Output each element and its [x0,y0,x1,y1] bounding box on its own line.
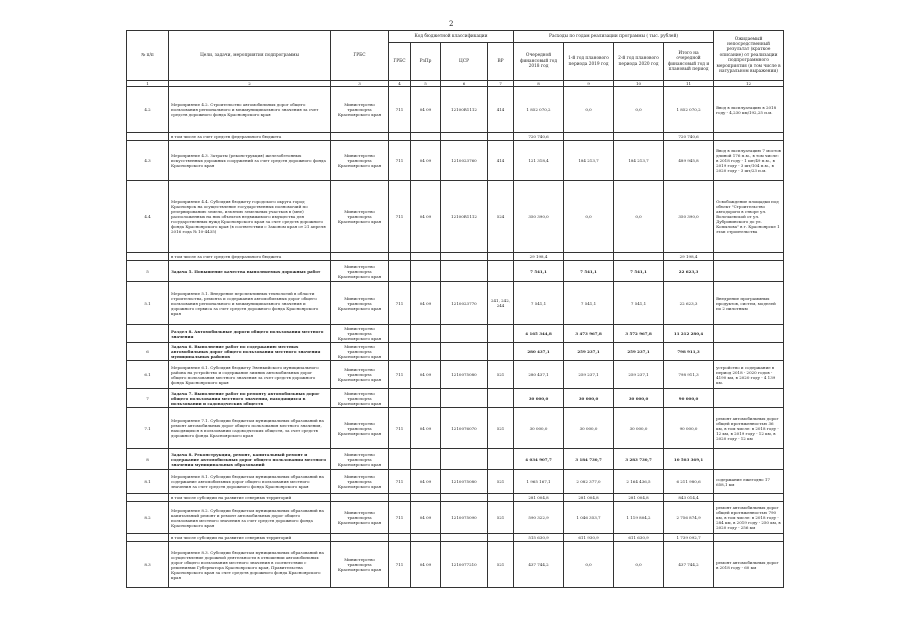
code-rzpr [411,534,441,542]
code-rzpr: 04 09 [411,141,441,181]
value-2018: 515 630,9 [514,534,564,542]
header-year-2019: 1-й год планового периода 2019 год [564,43,614,81]
header-codes-group: Код бюджетной классификации [389,31,514,43]
code-grbs [389,325,411,343]
row-number: 8.1 [127,470,169,494]
code-csr: 12100R1112 [441,87,488,133]
header-code-csr: ЦСР [441,43,488,81]
row-grbs: Министерство транспорта Красноярского края [331,449,389,470]
row-result [714,389,784,408]
table-row [127,470,784,494]
table-row [127,325,784,343]
code-grbs: 711 [389,361,411,389]
code-csr [441,343,488,361]
col-number: 7 [488,81,514,87]
value-2018: 437 744,2 [514,542,564,588]
value-2018: 4 165 344,8 [514,325,564,343]
code-rzpr [411,133,441,141]
code-vr [488,133,514,141]
row-result [714,133,784,141]
value-total: 2 756 874,9 [664,502,714,534]
code-vr: 521 [488,502,514,534]
col-number: 4 [389,81,411,87]
code-csr: 1210075080 [441,361,488,389]
header-expenses-group: Расходы по годам реализации программы ( тыс. рублей) [514,31,714,43]
code-grbs: 711 [389,408,411,449]
row-result: ремонт автомобильных дорог общей протяженностью 36 км, в том числе: в 2018 году - 12 км, в 2019 году - 12 км, в 2020 году - 12 км [714,408,784,449]
row-number: 6.1 [127,361,169,389]
code-vr [488,534,514,542]
row-result: ремонт автомобильных дорог в 2018 году - 60 км [714,542,784,588]
value-2019: 2 082 377,0 [564,470,614,494]
row-grbs: Министерство транспорта Красноярского края [331,261,389,282]
code-grbs: 711 [389,542,411,588]
value-2020: 2 164 436,5 [614,470,664,494]
col-number: 12 [714,81,784,87]
row-result: ремонт автомобильных дорог общей протяженностью 790 км, в том числе: в 2018 году - 284 км, в 2019 году - 250 км, в 2020 году - 256 км [714,502,784,534]
row-number: 6 [127,343,169,361]
table-row [127,141,784,181]
header-year-2018: Очередной финансовый год 2018 год [514,43,564,81]
code-vr: 521 [488,361,514,389]
value-total: 720 740,6 [664,133,714,141]
value-2019 [564,133,614,141]
value-2019: 7 541,1 [564,261,614,282]
value-2020: 259 237,1 [614,361,664,389]
table-row [127,542,784,588]
row-result: содержание ежегодно 17 658,1 км [714,470,784,494]
code-grbs: 711 [389,470,411,494]
value-total: 798 911,3 [664,343,714,361]
value-2018: 590 322,9 [514,502,564,534]
table-row [127,408,784,449]
value-total: 22 623,3 [664,261,714,282]
table-subrow [127,494,784,502]
value-2020: 3 283 730,7 [614,449,664,470]
row-result: Ввод в эксплуатацию в 2018 году - 4,230 км/192,25 п.м. [714,87,784,133]
row-grbs: Министерство транспорта Красноярского края [331,181,389,253]
value-2018: 280 437,1 [514,343,564,361]
value-total: 29 198,4 [664,253,714,261]
value-2018: 281 004,8 [514,494,564,502]
value-2019: 259 237,1 [564,361,614,389]
value-2019: 0,0 [564,542,614,588]
code-csr [441,261,488,282]
table-row [127,261,784,282]
value-2019: 30 000,0 [564,389,614,408]
value-total: 10 503 369,1 [664,449,714,470]
value-2018: 280 437,1 [514,361,564,389]
row-result [714,449,784,470]
value-2019: 281 004,8 [564,494,614,502]
code-csr: 1210077210 [441,542,488,588]
row-number: 5.1 [127,282,169,325]
row-number [127,494,169,502]
code-csr: 1210023760 [441,141,488,181]
value-2018: 29 198,4 [514,253,564,261]
table-row [127,343,784,361]
row-result [714,325,784,343]
code-grbs [389,133,411,141]
row-grbs: Министерство транспорта Красноярского края [331,389,389,408]
row-number: 8.3 [127,542,169,588]
value-total: 843 014,4 [664,494,714,502]
header-code-grbs: ГРБС [389,43,411,81]
program-table [126,30,784,588]
code-csr: 12100R1112 [441,181,488,253]
value-2020: 3 572 967,8 [614,325,664,343]
row-description: Мероприятие 4.4. Субсидия бюджету городского округа город Красноярск на осуществление государственных полномочий по резервированию земель, изъятию земельных участков в (мне) расположенных на них объектов недвижимого имущества для государственных нужд Красноярского края за счет средств дорожного фонда Красноярского края (в соответствии с Законом края от 21 апреля 2016 года № 10-4435) [169,181,331,253]
value-2019: 30 000,0 [564,408,614,449]
code-rzpr: 04 09 [411,181,441,253]
code-grbs: 711 [389,87,411,133]
code-rzpr [411,325,441,343]
value-2018: 350 390,0 [514,181,564,253]
header-result: Ожидаемый непосредственный результат (краткое описание) от реализации подпрограммного мероприятия (в том числе в натуральном выражении) [714,31,784,81]
code-vr: 521 [488,408,514,449]
row-description: Мероприятие 4.3. Затраты (реконструкция) железобетонных искусственных дорожных сооружений за счет средств дорожного фонда Красноярского края [169,141,331,181]
value-2019: 0,0 [564,181,614,253]
row-grbs [331,253,389,261]
row-number: 8.2 [127,502,169,534]
value-total: 437 744,2 [664,542,714,588]
row-grbs: Министерство транспорта Красноярского края [331,141,389,181]
value-2020 [614,253,664,261]
value-2020: 7 541,1 [614,282,664,325]
code-csr [441,534,488,542]
value-2018: 720 740,6 [514,133,564,141]
header-year-2020: 2-й год планового периода 2020 год [614,43,664,81]
code-csr [441,325,488,343]
code-vr: 241, 242, 244 [488,282,514,325]
row-result: Внедрение программных продуктов, систем, моделей по 2 пилотным [714,282,784,325]
code-rzpr [411,494,441,502]
code-csr: 1210075090 [441,502,488,534]
code-csr: 1210023770 [441,282,488,325]
value-2019: 3 184 730,7 [564,449,614,470]
header-code-rzpr: РзПр [411,43,441,81]
value-2020: 7 541,1 [614,261,664,282]
value-2018: 1 852 070,2 [514,87,564,133]
code-csr [441,389,488,408]
value-2018: 4 034 907,7 [514,449,564,470]
row-number [127,325,169,343]
value-2019 [564,253,614,261]
row-number [127,253,169,261]
code-vr: 414 [488,141,514,181]
row-result [714,494,784,502]
row-grbs [331,534,389,542]
row-grbs: Министерство транспорта Красноярского края [331,87,389,133]
row-number: 4.3 [127,141,169,181]
value-2020: 0,0 [614,87,664,133]
row-grbs: Министерство транспорта Красноярского края [331,542,389,588]
code-vr [488,253,514,261]
col-number: 10 [614,81,664,87]
value-2018: 7 541,1 [514,282,564,325]
row-grbs: Министерство транспорта Красноярского края [331,325,389,343]
row-description: Задача 8. Реконструкция, ремонт, капитальный ремонт и содержание автомобильных дорог общего пользования местного значения муниципальных образований [169,449,331,470]
col-number: 9 [564,81,614,87]
table-row [127,502,784,534]
row-number: 4.2 [127,87,169,133]
row-description: Задача 7. Выполнение работ по ремонту автомобильных дорог общего пользования местного значения, находящихся в пользовании и садоводческих обществ [169,389,331,408]
value-2020: 259 237,1 [614,343,664,361]
col-number: 8 [514,81,564,87]
value-2019: 7 541,1 [564,282,614,325]
col-number: 5 [411,81,441,87]
value-2018: 1 965 167,1 [514,470,564,494]
row-result: устройство и содержание в период 2018 - 2020 годов - 4190 км, в 2020 году - 4 139 км. [714,361,784,389]
row-description: Задача 5. Повышение качества выполняемых дорожных работ [169,261,331,282]
header-total: Итого на очередной финансовый год и плановый период [664,43,714,81]
row-description: Мероприятие 4.2. Строительство автомобильных дорог общего пользования регионального и межмуниципального значения за счет средств дорожного фонда Красноярского края [169,87,331,133]
row-result: Ввод в эксплуатацию 7 мостов длиной 176 п.м., в том числе: в 2018 году - 1 шт/49 п.м., в 2019 году - 3 шт/104 п.м., в 2020 году - 3 шт/23 п.м. [714,141,784,181]
row-description: в том числе за счет средств федерального бюджета [169,133,331,141]
table-row [127,389,784,408]
table-subrow [127,133,784,141]
code-grbs [389,253,411,261]
code-vr [488,325,514,343]
row-number: 5 [127,261,169,282]
code-vr [488,389,514,408]
row-result: Освобождение площадки под объект "Строительство автодороги в створе ул. Волочаевской от ул. Дубровинского до ул. Копылова" в г. Красноярске 1 этап строительства [714,181,784,253]
code-rzpr [411,389,441,408]
col-number: 6 [441,81,488,87]
value-2019: 1 046 353,7 [564,502,614,534]
code-grbs [389,534,411,542]
code-vr [488,449,514,470]
row-grbs [331,494,389,502]
value-2019: 611 930,9 [564,534,614,542]
col-number: 3 [331,81,389,87]
code-rzpr: 04 09 [411,361,441,389]
value-2018: 121 318,4 [514,141,564,181]
code-grbs [389,449,411,470]
code-csr: 1210076070 [441,408,488,449]
value-2019: 259 237,1 [564,343,614,361]
table-subrow [127,253,784,261]
code-grbs: 711 [389,502,411,534]
code-grbs [389,261,411,282]
value-total: 22 623,3 [664,282,714,325]
code-vr [488,343,514,361]
code-csr [441,253,488,261]
value-total: 1 852 070,2 [664,87,714,133]
row-number [127,534,169,542]
code-vr: 524 [488,181,514,253]
table-row [127,361,784,389]
row-description: Мероприятие 8.1. Субсидии бюджетам муниципальных образований на содержание автомобильных дорог общего пользования местного значения за счет средств дорожного фонда Красноярского края [169,470,331,494]
row-number: 4.4 [127,181,169,253]
value-total: 350 390,0 [664,181,714,253]
row-result [714,261,784,282]
row-description: Задача 6. Выполнение работ по содержанию местных автомобильных дорог общего пользования местного значения муниципальных районов [169,343,331,361]
code-vr [488,261,514,282]
header-no: № п/п [127,31,169,81]
table-row [127,282,784,325]
value-total: 1 739 092,7 [664,534,714,542]
row-grbs: Министерство транспорта Красноярского края [331,343,389,361]
code-rzpr [411,261,441,282]
row-description: Мероприятие 8.3. Субсидии бюджетам муниципальных образований на осуществление дорожной деятельности в отношении автомобильных дорог общего пользования местного значения в соответствии с решениями Губернатора Красноярского края, Правительства Красноярского края за счет средств дорожного фонда Красноярского края [169,542,331,588]
table-row [127,181,784,253]
row-number: 7.1 [127,408,169,449]
code-rzpr: 04 09 [411,282,441,325]
code-csr: 1210075080 [441,470,488,494]
col-number: 1 [127,81,169,87]
code-grbs: 711 [389,181,411,253]
row-description: Мероприятие 8.2. Субсидии бюджетам муниципальных образований на капитальный ремонт и ремонт автомобильных дорог общего пользования местного значения за счет средств дорожного фонда Красноярского края [169,502,331,534]
code-rzpr [411,343,441,361]
code-rzpr [411,449,441,470]
value-2018: 7 541,1 [514,261,564,282]
value-total: 489 945,8 [664,141,714,181]
header-code-vr: ВР [488,43,514,81]
row-grbs [331,133,389,141]
row-grbs: Министерство транспорта Красноярского края [331,408,389,449]
value-total: 90 000,0 [664,408,714,449]
value-total: 798 911,3 [664,361,714,389]
code-csr [441,133,488,141]
col-number: 11 [664,81,714,87]
value-2020: 184 213,7 [614,141,664,181]
value-2020: 611 630,9 [614,534,664,542]
value-2020: 0,0 [614,542,664,588]
row-description: в том числе субсидии на развитие северных территорий [169,494,331,502]
value-2018: 30 000,0 [514,389,564,408]
code-grbs [389,389,411,408]
row-description: в том числе субсидии на развитие северных территорий [169,534,331,542]
code-vr [488,494,514,502]
row-result [714,253,784,261]
row-description: Мероприятие 7.1. Субсидии бюджетам муниципальных образований на ремонт автомобильных дорог общего пользования местного значения, находящихся в пользовании садоводческих обществ, за счет средств дорожного фонда Красноярского края [169,408,331,449]
table-row [127,87,784,133]
row-description: Раздел 8. Автомобильные дороги общего пользования местного значения [169,325,331,343]
code-grbs [389,343,411,361]
code-rzpr: 04 09 [411,542,441,588]
row-grbs: Министерство транспорта Красноярского края [331,502,389,534]
code-grbs [389,494,411,502]
header-goal: Цели, задачи, мероприятия подпрограммы [169,31,331,81]
code-rzpr: 04 09 [411,470,441,494]
row-description: Мероприятие 5.1. Внедрение перспективных технологий в области строительства, ремонта и содержания автомобильных дорог общего пользования регионального и межмуниципального значения и дорожного сервиса за счет средств дорожного фонда Красноярского края [169,282,331,325]
value-2020: 30 000,0 [614,408,664,449]
code-grbs: 711 [389,141,411,181]
row-number: 8 [127,449,169,470]
code-vr: 414 [488,87,514,133]
row-result [714,343,784,361]
value-2019: 184 213,7 [564,141,614,181]
code-grbs: 711 [389,282,411,325]
code-vr: 521 [488,542,514,588]
code-rzpr [411,253,441,261]
value-total: 11 212 280,4 [664,325,714,343]
value-2019: 0,0 [564,87,614,133]
row-grbs: Министерство транспорта Красноярского края [331,470,389,494]
code-csr [441,449,488,470]
row-description: в том числе за счет средств федерального бюджета [169,253,331,261]
value-2019: 3 473 967,8 [564,325,614,343]
code-rzpr: 04 09 [411,408,441,449]
value-2018: 30 000,0 [514,408,564,449]
row-number [127,133,169,141]
row-grbs: Министерство транспорта Красноярского края [331,282,389,325]
value-2020: 0,0 [614,181,664,253]
table-subrow [127,534,784,542]
value-total: 90 000,0 [664,389,714,408]
code-vr: 521 [488,470,514,494]
code-csr [441,494,488,502]
row-result [714,534,784,542]
value-total: 6 211 980,6 [664,470,714,494]
value-2020: 1 119 804,2 [614,502,664,534]
row-number: 7 [127,389,169,408]
row-grbs: Министерство транспорта Красноярского края [331,361,389,389]
code-rzpr: 04 09 [411,87,441,133]
value-2020: 30 000,0 [614,389,664,408]
value-2020 [614,133,664,141]
page-number: 2 [449,20,454,28]
value-2020: 281 004,8 [614,494,664,502]
col-number: 2 [169,81,331,87]
code-rzpr: 04 09 [411,502,441,534]
header-grbs: ГРБС [331,31,389,81]
row-description: Мероприятие 6.1. Субсидия бюджету Эвенкийского муниципального района на устройство и содержание зимних автомобильных дорог общего пользования местного значения за счет средств дорожного фонда Красноярского края [169,361,331,389]
table-row [127,449,784,470]
